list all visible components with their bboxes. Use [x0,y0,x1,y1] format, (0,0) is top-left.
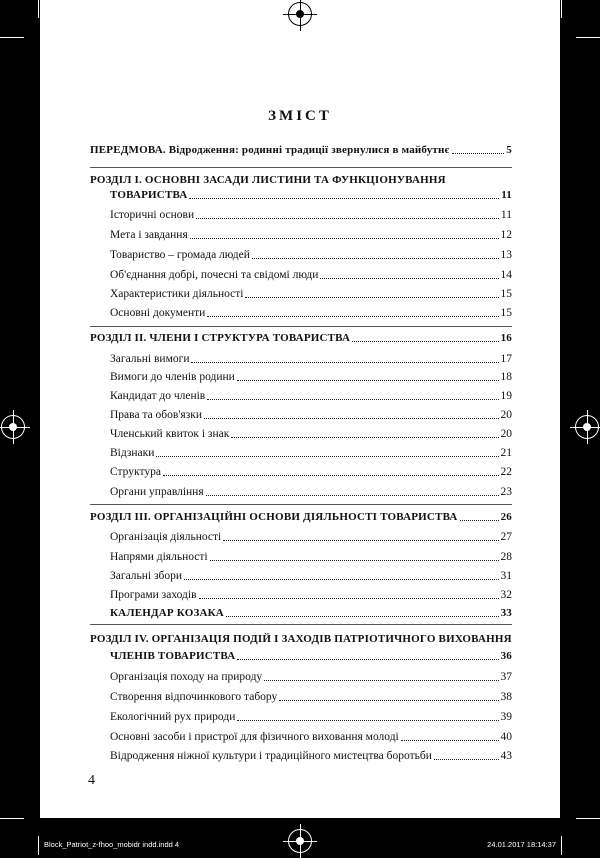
toc-entry-page: 15 [500,307,512,319]
toc-entry-title: Вимоги до членів родини [110,371,235,383]
dot-leader [223,540,498,541]
print-slug-right: 24.01.2017 18:14:37 [487,840,556,849]
dot-leader [460,520,499,521]
toc-entry [110,389,512,404]
toc-entry [110,588,512,603]
toc-entry-title: Основні засоби і пристрої для фізичного виховання молоді [110,731,399,743]
dot-leader [434,759,499,760]
toc-entry [110,530,512,545]
toc-entry [110,306,512,321]
toc-entry [110,208,512,223]
section-divider [90,504,512,505]
toc-entry [110,408,512,423]
toc-entry [110,370,512,385]
toc-entry-title: Характеристики діяльності [110,288,244,300]
toc-entry-page: 20 [500,428,512,440]
toc-entry-page: 11 [500,209,512,221]
toc-entry [110,465,512,480]
print-slug-left: Block_Patriot_z-fhoo_mobidr indd.indd 4 [44,840,180,849]
toc-entry-page: 38 [500,691,512,703]
dot-leader [264,680,498,681]
toc-entry [110,287,512,302]
toc-entry [110,670,512,685]
toc-entry-page: 31 [500,570,512,582]
toc-entry-page: 33 [500,607,512,619]
toc-entry-page: 43 [500,750,512,762]
dot-leader [252,258,499,259]
dot-leader [245,297,498,298]
dot-leader [401,740,499,741]
dot-leader [320,278,498,279]
toc-entry-page: 36 [500,650,512,662]
toc-entry-title: Відзнаки [110,447,155,459]
dot-leader [199,598,499,599]
dot-leader [189,198,499,199]
toc-entry-title: Загальні збори [110,570,183,582]
toc-entry-title: Відродження ніжної культури і традиційного мистецтва боротьби [110,750,432,762]
toc-entry-page: 13 [500,249,512,261]
toc-entry-title: Організація походу на природу [110,671,263,683]
section-divider [90,624,512,625]
dot-leader [204,418,499,419]
toc-entry [110,710,512,725]
toc-entry-page: 11 [501,189,512,201]
toc-entry-title: Права та обов'язки [110,409,202,421]
toc-entry-title: РОЗДІЛ ІІІ. ОРГАНІЗАЦІЙНІ ОСНОВИ ДІЯЛЬНОСТІ ТОВАРИСТВА [90,511,458,523]
toc-entry-title: Історичні основи [110,209,195,221]
toc-entry-title: Мета і завдання [110,229,188,241]
toc-entry [110,228,512,243]
dot-leader [190,238,499,239]
toc-entry-title: Органи управління [110,486,204,498]
toc-entry [110,352,512,367]
toc-entry-title: ПЕРЕДМОВА. Відродження: родинні традиції звернулися в майбутнє [90,144,450,156]
toc-entry-title: Товариство – громада людей [110,249,250,261]
dot-leader [231,437,498,438]
toc-entry-title: Основні документи [110,307,206,319]
dot-leader [156,456,498,457]
dot-leader [210,560,499,561]
dot-leader [191,362,498,363]
toc-entry-page: 16 [500,332,512,344]
toc-entry-page: 23 [500,486,512,498]
toc-entry-page: 14 [500,269,512,281]
dot-leader [207,316,498,317]
toc-entry-title: Напрями діяльності [110,551,208,563]
toc-entry [90,143,512,158]
toc-entry-page: 12 [500,229,512,241]
toc-entry [110,569,512,584]
toc-entry-page: 21 [500,447,512,459]
toc-entry-page: 26 [500,511,512,523]
toc-entry-title: Екологічний рух природи [110,711,236,723]
dot-leader [352,341,498,342]
toc-entry [110,485,512,500]
toc-entry-title: РОЗДІЛ IV. ОРГАНІЗАЦІЯ ПОДІЙ І ЗАХОДІВ ПАТРІОТИЧНОГО ВИХОВАННЯ [90,633,512,645]
section-divider [90,167,512,168]
dot-leader [226,616,499,617]
toc-entry [110,690,512,705]
dot-leader [184,579,498,580]
toc-entry-title: Загальні вимоги [110,353,190,365]
toc-entry-page: 40 [500,731,512,743]
dot-leader [279,700,498,701]
toc-entry-title: ТОВАРИСТВА [110,189,188,201]
toc-entry-page: 39 [500,711,512,723]
dot-leader [452,153,505,154]
toc-entry [110,550,512,565]
section-divider [90,326,512,327]
toc-entry [110,446,512,461]
toc-entry [90,173,512,188]
toc-entry [110,749,512,764]
toc-entry [110,730,512,745]
toc-entry-title: Кандидат до членів [110,390,206,402]
toc-entry-title: КАЛЕНДАР КОЗАКА [110,607,224,619]
toc-entry-page: 28 [500,551,512,563]
toc-entry-page: 18 [500,371,512,383]
page-title: ЗМІСТ [268,108,332,124]
dot-leader [206,495,499,496]
dot-leader [237,659,498,660]
toc-entry-page: 37 [500,671,512,683]
toc-entry-page: 15 [500,288,512,300]
toc-entry-title: ЧЛЕНІВ ТОВАРИСТВА [110,650,236,662]
toc-entry-page: 19 [500,390,512,402]
toc-entry-page: 27 [500,531,512,543]
toc-entry-title: Створення відпочинкового табору [110,691,278,703]
toc-entry-title: Об'єднання добрі, почесні та свідомі люди [110,269,319,281]
toc-entry-title: Програми заходів [110,589,197,601]
toc-entry-page: 17 [500,353,512,365]
toc-entry [110,427,512,442]
toc-entry-page: 22 [500,466,512,478]
dot-leader [196,218,499,219]
dot-leader [237,380,499,381]
toc-entry [110,268,512,283]
dot-leader [237,720,498,721]
toc-entry-title: Членський квиток і знак [110,428,230,440]
page-number: 4 [88,773,95,788]
toc-entry-title: Структура [110,466,161,478]
toc-entry [110,606,512,621]
toc-entry-page: 32 [500,589,512,601]
toc-entry [90,331,512,346]
toc-entry-page: 20 [500,409,512,421]
toc-entry-page: 5 [506,144,512,156]
toc-entry-title: Організація діяльності [110,531,222,543]
toc-entry [110,188,512,203]
dot-leader [207,399,498,400]
toc-entry [110,248,512,263]
toc-entry [90,510,512,525]
toc-entry [90,632,512,647]
toc-entry [110,649,512,664]
dot-leader [163,475,499,476]
toc-entry-title: РОЗДІЛ ІІ. ЧЛЕНИ І СТРУКТУРА ТОВАРИСТВА [90,332,351,344]
toc-entry-title: РОЗДІЛ І. ОСНОВНІ ЗАСАДИ ЛИСТИНИ ТА ФУНКЦІОНУВАННЯ [90,174,446,186]
